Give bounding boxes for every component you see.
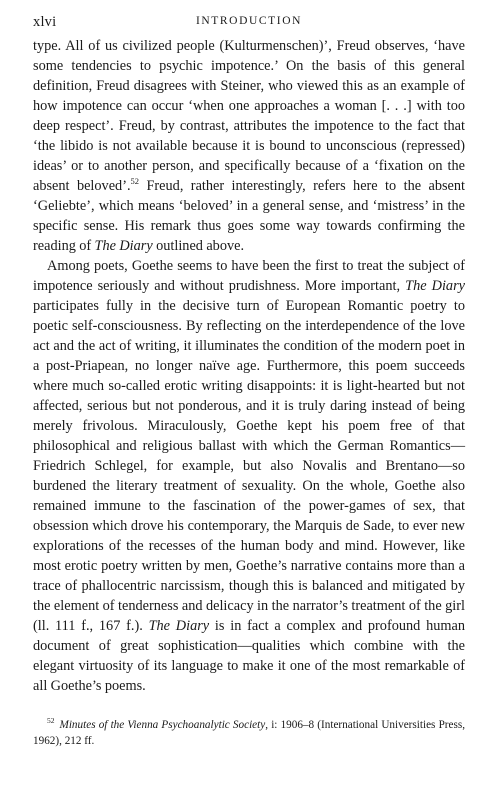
- work-title: The Diary: [148, 618, 210, 634]
- running-head: [33, 14, 465, 36]
- work-title: The Diary: [94, 238, 153, 254]
- footnote-mark: 52: [47, 716, 55, 726]
- paragraph-2: [33, 256, 465, 696]
- footnote: [33, 717, 465, 749]
- running-title: INTRODUCTION: [195, 15, 303, 27]
- paragraph-2-text-c: is in fact a complex and profound human document of great sophistication—qualities which combine with the elegant virtuosity of its language to make it one of the most remarkable of all Goethe’s poems.: [33, 618, 465, 694]
- page-number: xlvi: [33, 14, 57, 30]
- body-text: [33, 36, 465, 696]
- paragraph-1-text-b: Freud, rather interestingly, refers here to the absent ‘Geliebte’, which means ‘beloved’ in a general sense, and ‘mistress’ in the specific sense. His remark thus goes some way towards confirming the reading of: [33, 178, 466, 254]
- paragraph-1-text-a: type. All of us civilized people (Kulturmenschen)’, Freud observes, ‘have some tendencies to psychic impotence.’ On the basis of this general definition, Freud disagrees with Steiner, who viewed this as an example of how impotence can occur ‘when one approaches a woman [. . .] with too deep respect’. Freud, by contrast, attributes the impotence to the fact that ‘the libido is not available because it is bound to unconscious (repressed) ideas’ or to another person, and specifically because of a ‘fixation on the absent beloved’.: [33, 38, 465, 194]
- footnote-source-title: Minutes of the Vienna Psychoanalytic Society: [59, 719, 266, 731]
- book-page: [33, 14, 465, 749]
- paragraph-1-text-c: outlined above.: [152, 238, 245, 254]
- work-title: The Diary: [405, 278, 465, 294]
- paragraph-2-text-a: Among poets, Goethe seems to have been the first to treat the subject of impotence seriously and without prudishness. More important,: [33, 258, 465, 294]
- paragraph-1: [33, 36, 465, 256]
- footnote-reference: 52: [130, 176, 140, 187]
- paragraph-2-text-b: participates fully in the decisive turn of European Romantic poetry to poetic self-consciousness. By reflecting on the interdependence of the love act and the act of writing, it illuminates the condition of the modern poet in a post-Priapean, no longer naïve age. Furthermore, this poem succeeds where much so-called erotic writing disappoints: it is light-hearted but not affected, serious but not ponderous, and it is truly daring instead of being merely frivolous. Miraculously, Goethe kept his poem free of that philosophical and religious ballast with which the German Romantics—Friedrich Schlegel, for example, but also Novalis and Brentano—so burdened the literary treatment of sexuality. On the whole, Goethe also remained immune to the fascination of the power-games of sex, that obsession which drove his contemporary, the Marquis de Sade, to ever new explorations of the recesses of the human body and mind. However, like most erotic poetry written by men, Goethe’s narrative contains more than a trace of phallocentric narcissism, though this is balanced and mitigated by the element of tenderness and delicacy in the narrator’s treatment of the girl (ll. 111 f., 167 f.).: [33, 298, 465, 634]
- footnote-text: , i: 1906–8 (International Universities Press, 1962), 212 ff.: [33, 719, 465, 747]
